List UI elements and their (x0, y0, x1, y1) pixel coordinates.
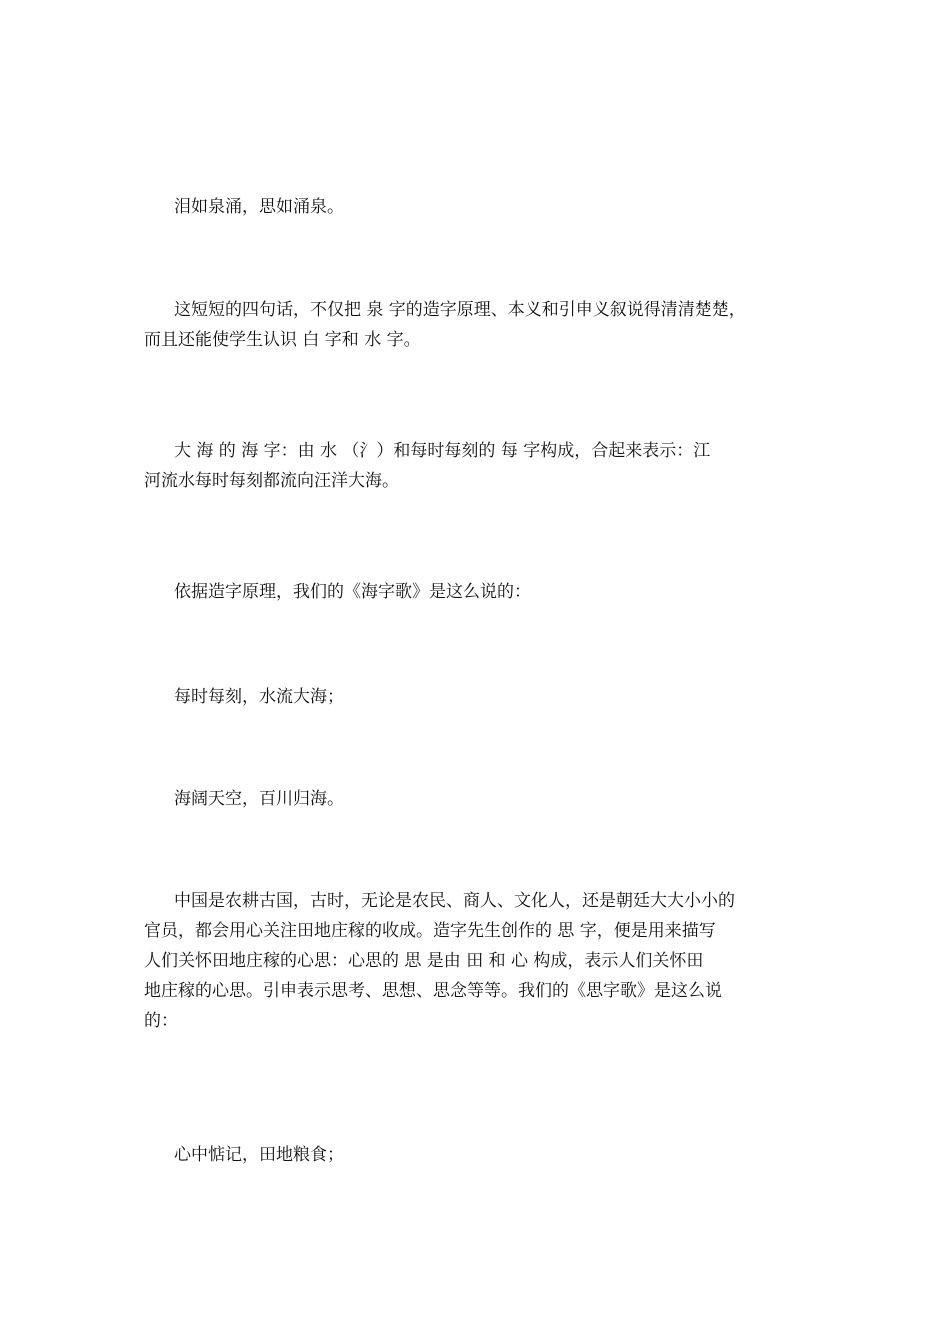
paragraph-line: 泪如泉涌，思如涌泉。 (174, 197, 344, 217)
paragraph-7 (144, 886, 806, 1036)
paragraph-5 (144, 682, 806, 712)
paragraph-line: 这短短的四句话，不仅把 泉 字的造字原理、本义和引申义叙说得清清楚楚， (174, 300, 746, 320)
paragraph-line: 每时每刻，水流大海； (174, 687, 344, 707)
paragraph-line: 人们关怀田地庄稼的心思：心思的 思 是由 田 和 心 构成，表示人们关怀田 (144, 951, 704, 971)
paragraph-line: 依据造字原理，我们的《海字歌》是这么说的： (174, 582, 531, 602)
paragraph-line: 的： (144, 1011, 178, 1031)
paragraph-8 (144, 1140, 806, 1170)
paragraph-line: 而且还能使学生认识 白 字和 水 字。 (144, 330, 421, 350)
paragraph-line: 心中惦记，田地粮食； (174, 1145, 344, 1165)
paragraph-6 (144, 784, 806, 814)
paragraph-line: 官员，都会用心关注田地庄稼的收成。造字先生创作的 思 字，便是用来描写 (144, 921, 716, 941)
paragraph-line: 河流水每时每刻都流向汪洋大海。 (144, 471, 399, 491)
paragraph-4 (144, 577, 806, 607)
paragraph-1 (144, 192, 806, 222)
paragraph-line: 大 海 的 海 字：由 水 （氵）和每时每刻的 每 字构成，合起来表示：江 (174, 441, 711, 461)
paragraph-3 (144, 436, 806, 496)
paragraph-2 (144, 295, 806, 355)
paragraph-line: 中国是农耕古国，古时，无论是农民、商人、文化人，还是朝廷大大小小的 (174, 891, 735, 911)
paragraph-line: 地庄稼的心思。引申表示思考、思想、思念等等。我们的《思字歌》是这么说 (144, 981, 722, 1001)
paragraph-line: 海阔天空，百川归海。 (174, 789, 344, 809)
